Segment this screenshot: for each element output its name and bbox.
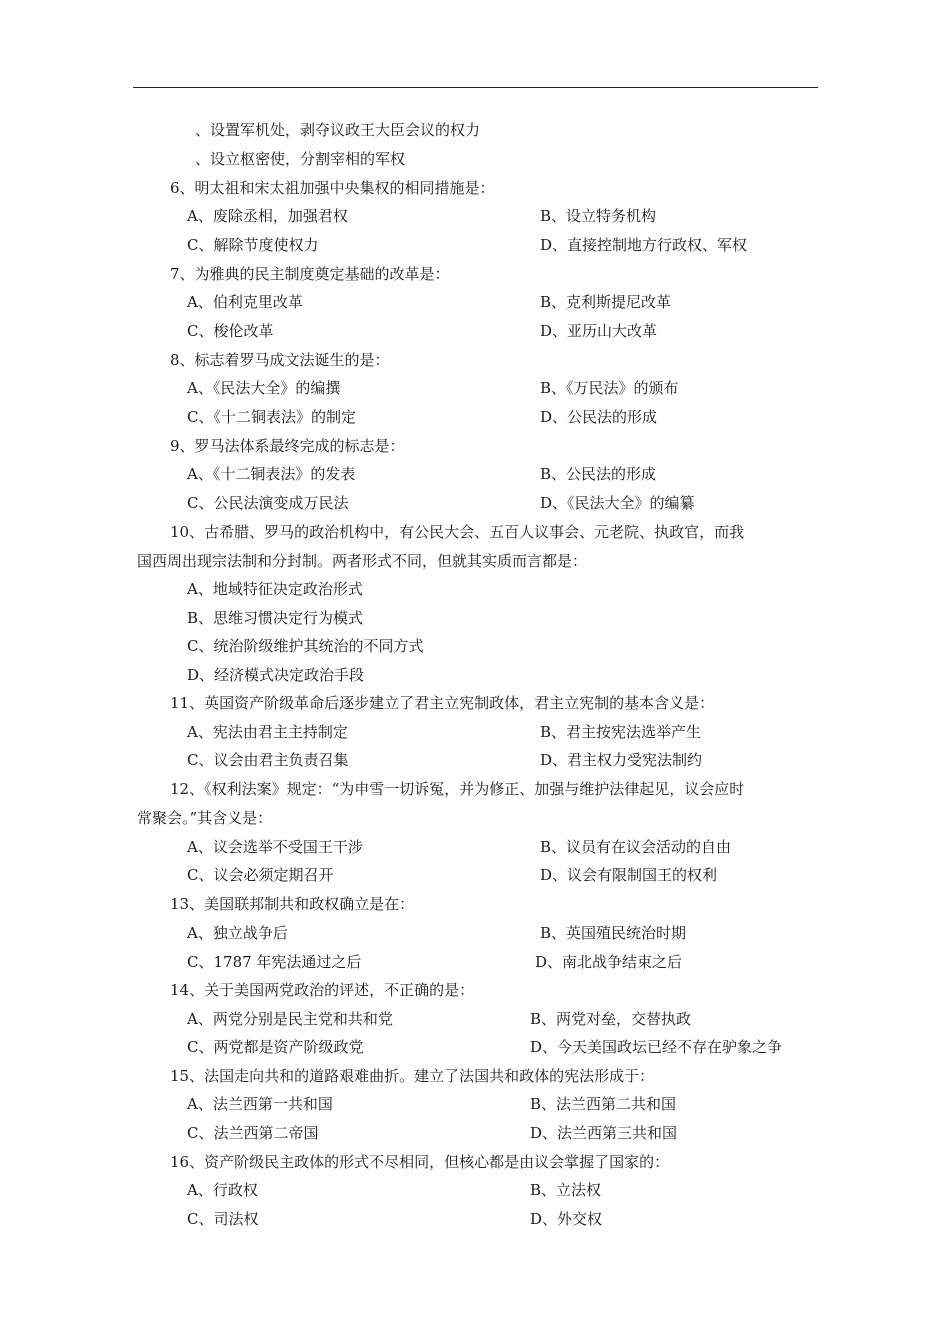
question-11-option-b: B、君主按宪法选举产生: [540, 723, 702, 741]
question-6-option-a: A、废除丞相，加强君权: [187, 207, 348, 225]
question-9-stem: 9、罗马法体系最终完成的标志是：: [170, 437, 405, 455]
question-10-option-a: A、地域特征决定政治形式: [187, 580, 363, 598]
question-13-option-b: B、英国殖民统治时期: [540, 924, 687, 942]
question-16-option-a: A、行政权: [187, 1181, 258, 1199]
question-12-stem-line2: 常聚会。”其含义是：: [137, 809, 273, 827]
question-8-option-a: A、《民法大全》的编撰: [187, 379, 341, 397]
question-12-stem-line1: 12、《权利法案》规定：“为申雪一切诉冤，并为修正、加强与维护法律起见，议会应时: [170, 780, 745, 798]
question-15-option-d: D、法兰西第三共和国: [530, 1124, 678, 1142]
question-15-option-c: C、法兰西第二帝国: [187, 1124, 319, 1142]
question-14-option-a: A、两党分别是民主党和共和党: [187, 1010, 393, 1028]
question-16-option-b: B、立法权: [530, 1181, 602, 1199]
question-7-stem: 7、为雅典的民主制度奠定基础的改革是：: [170, 265, 450, 283]
question-6-stem: 6、明太祖和宋太祖加强中央集权的相同措施是：: [170, 179, 495, 197]
leading-option-2: 、设立枢密使，分割宰相的军权: [195, 150, 406, 168]
question-9-option-a: A、《十二铜表法》的发表: [187, 465, 356, 483]
question-10-option-c: C、统治阶级维护其统治的不同方式: [187, 637, 424, 655]
question-13-stem: 13、美国联邦制共和政权确立是在：: [170, 895, 415, 913]
question-10-stem-line1: 10、古希腊、罗马的政治机构中，有公民大会、五百人议事会、元老院、执政官，而我: [170, 523, 745, 541]
question-13-option-c: C、1787 年宪法通过之后: [187, 953, 362, 971]
question-16-option-d: D、外交权: [530, 1210, 603, 1228]
question-11-option-d: D、君主权力受宪法制约: [540, 751, 703, 769]
question-6-option-d: D、直接控制地方行政权、军权: [540, 236, 748, 254]
question-13-option-d: D、南北战争结束之后: [535, 953, 683, 971]
question-14-stem: 14、关于美国两党政治的评述，不正确的是：: [170, 981, 475, 999]
question-7-option-c: C、梭伦改革: [187, 322, 274, 340]
question-6-option-c: C、解除节度使权力: [187, 236, 319, 254]
question-8-option-d: D、公民法的形成: [540, 408, 658, 426]
question-10-option-b: B、思维习惯决定行为模式: [187, 609, 364, 627]
question-13-option-a: A、独立战争后: [187, 924, 288, 942]
question-14-option-c: C、两党都是资产阶级政党: [187, 1038, 364, 1056]
question-6-option-b: B、设立特务机构: [540, 207, 657, 225]
question-11-option-a: A、宪法由君主主持制定: [187, 723, 348, 741]
question-15-stem: 15、法国走向共和的道路艰难曲折。建立了法国共和政体的宪法形成于：: [170, 1067, 655, 1085]
question-14-option-b: B、两党对垒，交替执政: [530, 1010, 692, 1028]
question-12-option-a: A、议会选举不受国王干涉: [187, 838, 363, 856]
question-7-option-d: D、亚历山大改革: [540, 322, 658, 340]
question-9-option-b: B、公民法的形成: [540, 465, 657, 483]
question-15-option-b: B、法兰西第二共和国: [530, 1095, 677, 1113]
question-16-stem: 16、资产阶级民主政体的形式不尽相同，但核心都是由议会掌握了国家的：: [170, 1153, 670, 1171]
question-9-option-c: C、公民法演变成万民法: [187, 494, 349, 512]
question-11-option-c: C、议会由君主负责召集: [187, 751, 349, 769]
question-11-stem: 11、英国资产阶级革命后逐步建立了君主立宪制政体，君主立宪制的基本含义是：: [170, 694, 715, 712]
leading-option-1: 、设置军机处，剥夺议政王大臣会议的权力: [195, 121, 481, 139]
question-8-option-b: B、《万民法》的颁布: [540, 379, 679, 397]
question-8-stem: 8、标志着罗马成文法诞生的是：: [170, 351, 390, 369]
question-7-option-a: A、伯利克里改革: [187, 293, 303, 311]
question-16-option-c: C、司法权: [187, 1210, 259, 1228]
question-7-option-b: B、克利斯提尼改革: [540, 293, 672, 311]
question-12-option-d: D、议会有限制国王的权利: [540, 866, 718, 884]
question-12-option-b: B、议员有在议会活动的自由: [540, 838, 732, 856]
question-10-option-d: D、经济模式决定政治手段: [187, 666, 365, 684]
question-12-option-c: C、议会必须定期召开: [187, 866, 334, 884]
question-10-stem-line2: 国西周出现宗法制和分封制。两者形式不同，但就其实质而言都是：: [137, 552, 588, 570]
question-15-option-a: A、法兰西第一共和国: [187, 1095, 333, 1113]
header-rule: [133, 87, 818, 88]
question-9-option-d: D、《民法大全》的编纂: [540, 494, 695, 512]
question-14-option-d: D、今天美国政坛已经不存在驴象之争: [530, 1038, 783, 1056]
question-8-option-c: C、《十二铜表法》的制定: [187, 408, 356, 426]
